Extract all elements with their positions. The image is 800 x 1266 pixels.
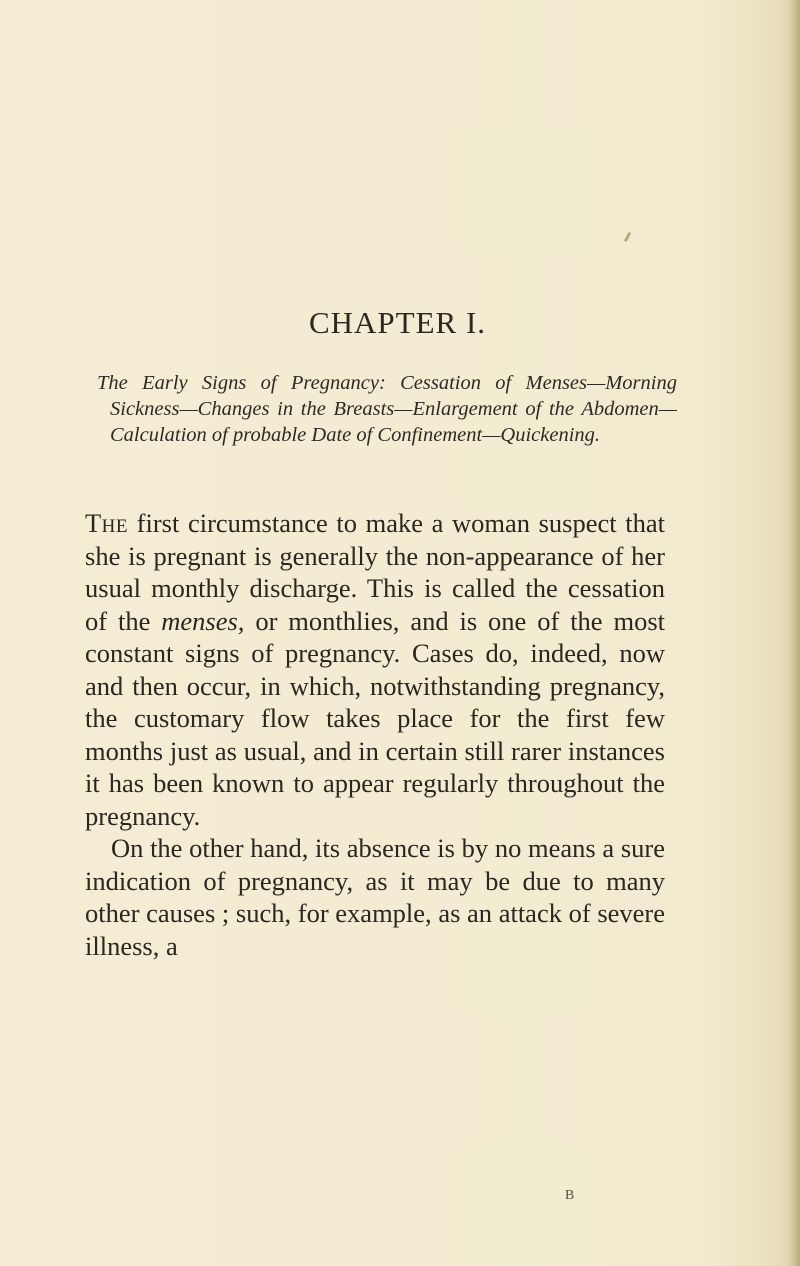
paragraph-1-italic: menses, xyxy=(161,605,245,636)
paragraph-1 xyxy=(85,507,665,832)
paragraph-1-text-a: first circumstance to make a woman suspect that she is pregnant is generally the non-appearance of her usual monthly discharge. This is called the cessation of the xyxy=(85,508,665,636)
chapter-heading: CHAPTER I. xyxy=(308,305,487,340)
signature-mark: B xyxy=(565,1188,575,1203)
page-edge-shadow xyxy=(786,0,800,1266)
lead-word: The xyxy=(85,508,129,538)
paragraph-2: On the other hand, its absence is by no means a sure indication of pregnancy, as it may be due to many other causes ; such, for example, as an attack of severe illness, a xyxy=(85,833,665,961)
chapter-summary: The Early Signs of Pregnancy: Cessation of Menses—Morning Sickness—Changes in the Breasts—Enlargement of the Abdomen—Calculation of probable Date of Confinement—Quickening. xyxy=(97,372,677,446)
body-text xyxy=(85,507,665,962)
paragraph-1-text-b: or monthlies, and is one of the most constant signs of pregnancy. Cases do, indeed, now and then occur, in which, notwithstanding pregnancy, the customary flow takes place for the first few months just as usual, and in certain still rarer instances it has been known to appear regularly throughout the pregnancy. xyxy=(85,605,665,831)
